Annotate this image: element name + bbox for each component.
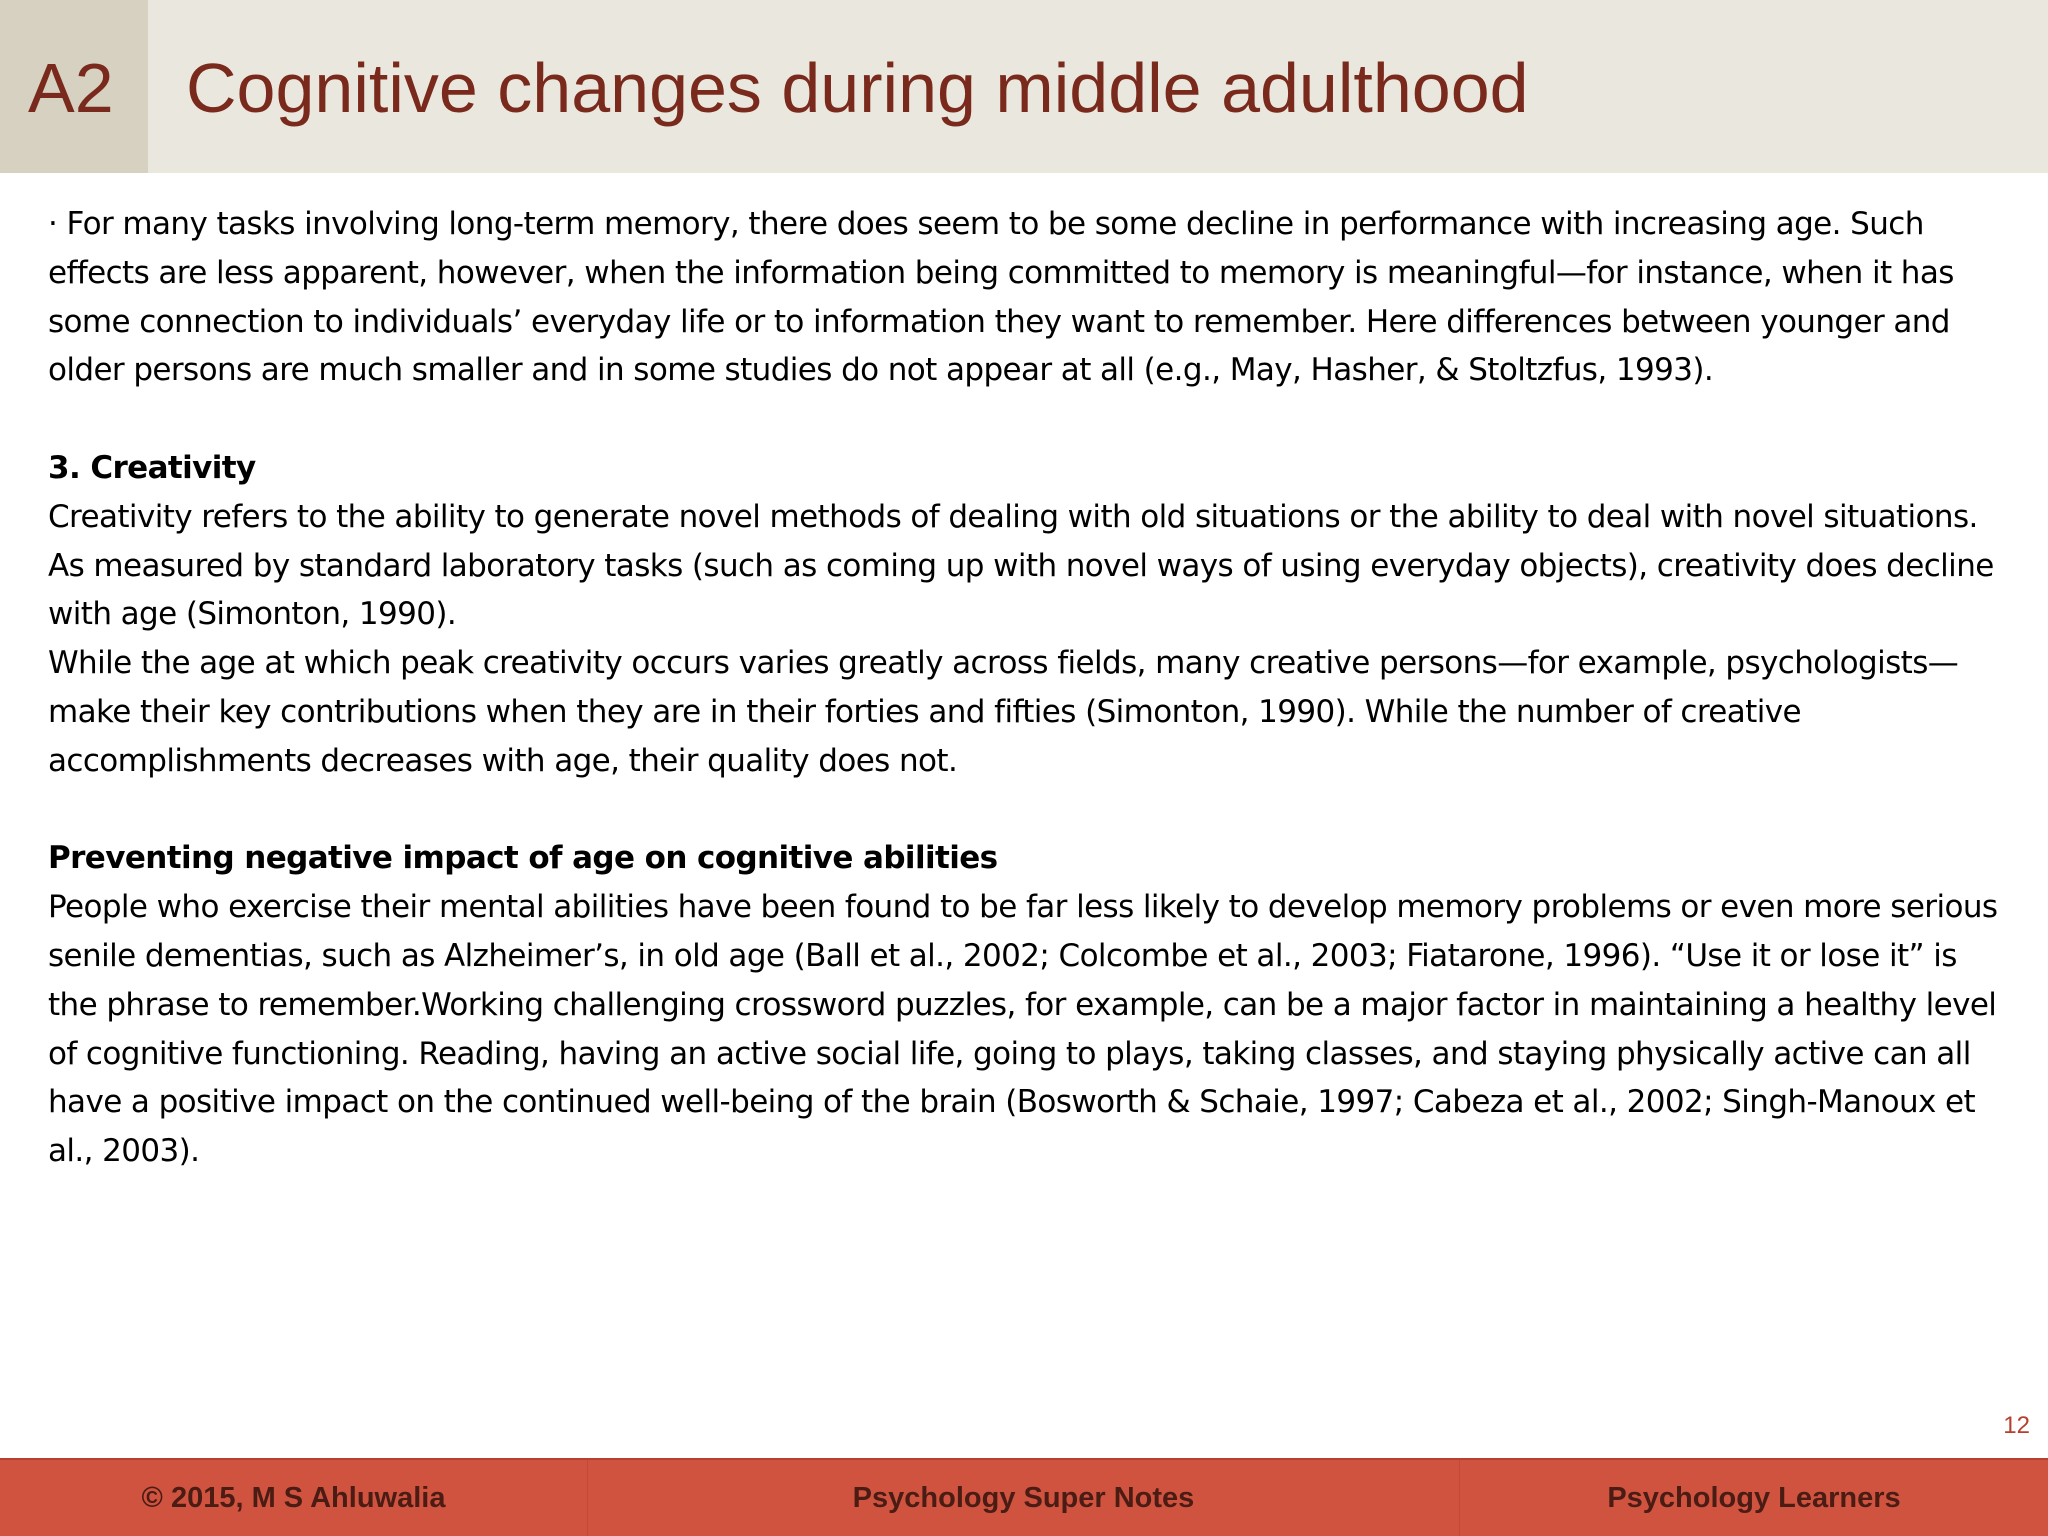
- prevention-heading: Preventing negative impact of age on cognitive abilities: [48, 840, 998, 877]
- creativity-measurement: As measured by standard laboratory tasks (such as coming up with novel ways of using everyday objects), creativity does decline with age (Simonton, 1990).: [48, 547, 1994, 633]
- slide-title: Cognitive changes during middle adulthood: [186, 49, 1529, 127]
- footer-copyright: © 2015, M S Ahluwalia: [0, 1460, 588, 1536]
- creativity-heading: 3. Creativity: [48, 449, 256, 486]
- header-bar: [0, 0, 2048, 173]
- spacer: [48, 786, 2004, 835]
- spacer: [48, 395, 2004, 444]
- prevention-paragraph: People who exercise their mental abilities have been found to be far less likely to develop memory problems or even more serious senile dementias, such as Alzheimer’s, in old age (Ball et al., 2002; Colcombe et al., 2003; Fiatarone, 1996). “Use it or lose it” is the phrase to remember.Working challenging crossword puzzles, for example, can be a major factor in maintaining a healthy level of cognitive functioning. Reading, having an active social life, going to plays, taking classes, and staying physically active can all have a positive impact on the continued well-being of the brain (Bosworth & Schaie, 1997; Cabeza et al., 2002; Singh-Manoux et al., 2003).: [48, 889, 1998, 1170]
- creativity-peak: While the age at which peak creativity occurs varies greatly across fields, many creative persons—for example, psychologists—make their key contributions when they are in their forties and fifties (Simonton, 1990). While the number of creative accomplishments decreases with age, their quality does not.: [48, 645, 1959, 779]
- footer-center: Psychology Super Notes: [588, 1460, 1460, 1536]
- section-code: A2: [28, 49, 114, 127]
- intro-paragraph: · For many tasks involving long-term memory, there does seem to be some decline in performance with increasing age. Such effects are less apparent, however, when the information being committed to memory is meaningful—for instance, when it has some connection to individuals’ everyday life or to information they want to remember. Here differences between younger and older persons are much smaller and in some studies do not appear at all (e.g., May, Hasher, & Stoltzfus, 1993).: [48, 206, 1954, 389]
- creativity-definition: Creativity refers to the ability to generate novel methods of dealing with old situations or the ability to deal with novel situations.: [48, 498, 1978, 535]
- page-number: 12: [2003, 1412, 2030, 1439]
- slide-content: [48, 200, 2004, 1176]
- footer-right: Psychology Learners: [1607, 1481, 1901, 1514]
- footer-bar: [0, 1458, 2048, 1536]
